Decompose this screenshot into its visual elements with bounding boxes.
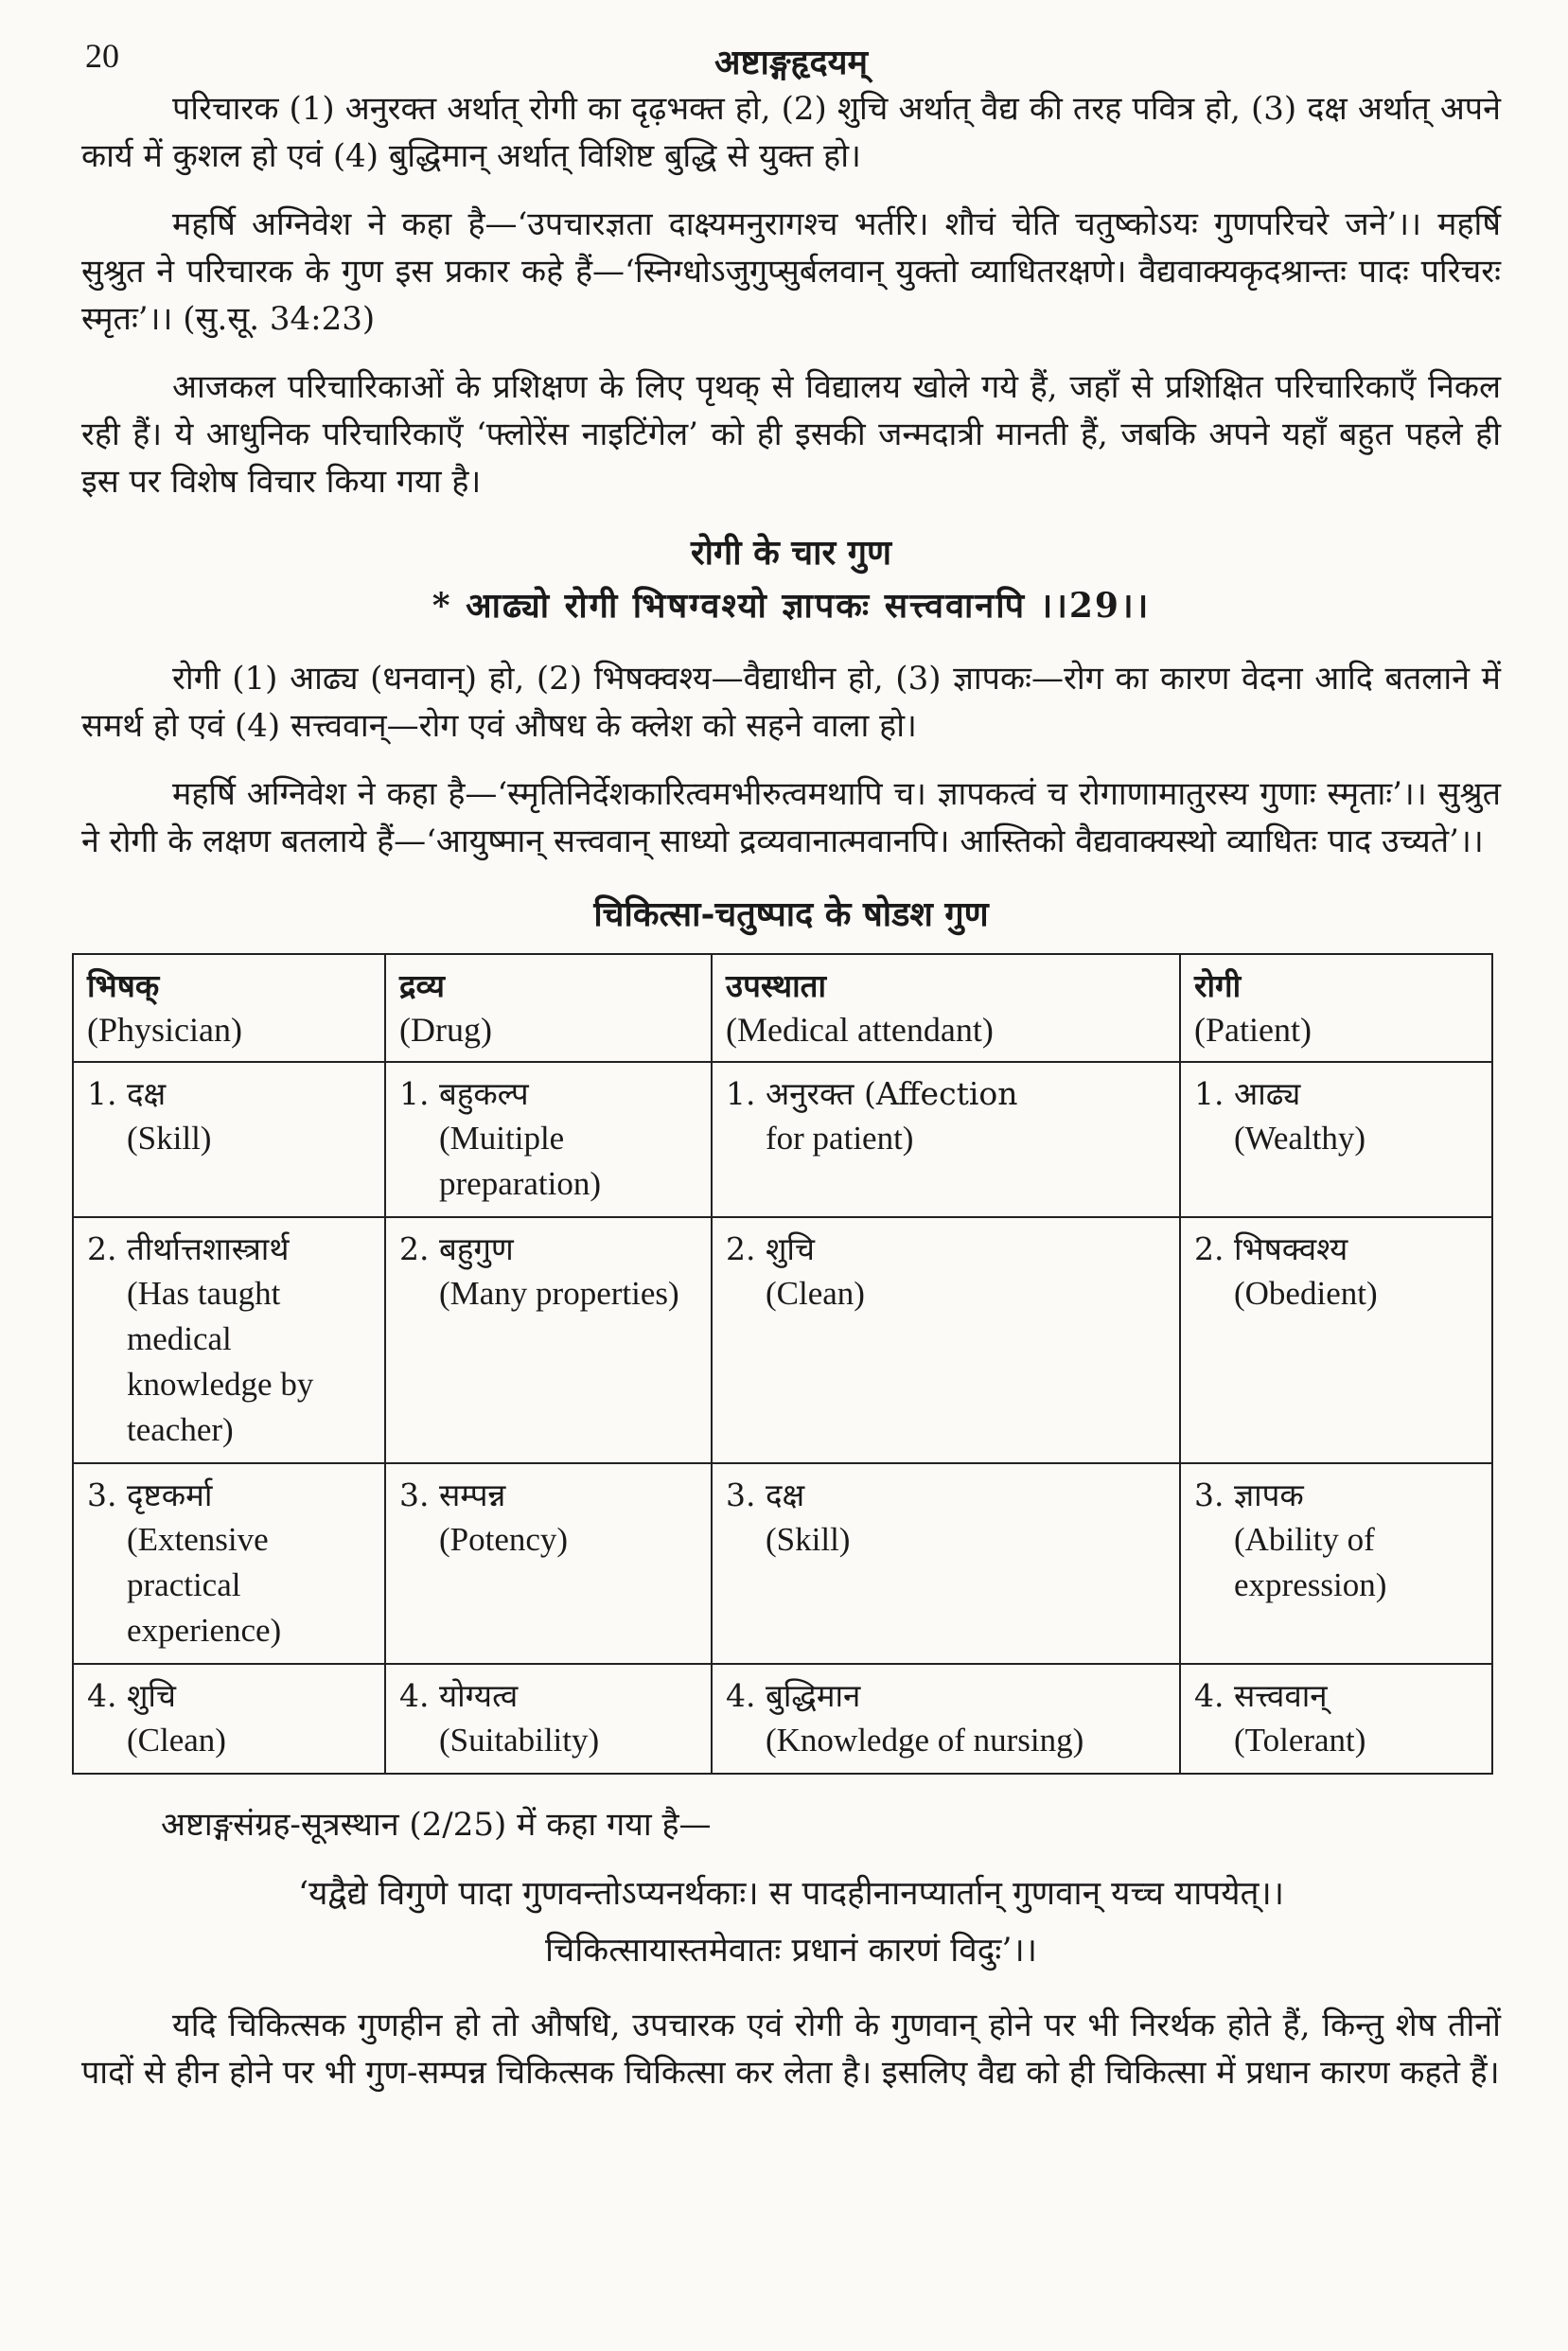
table-row: [73, 1463, 1492, 1664]
paragraph-agnivesha-sushruta-patient: महर्षि अग्निवेश ने कहा है—‘स्मृतिनिर्देशकारित्वमभीरुत्वमथापि च। ज्ञापकत्वं च रोगाणामातुरस्य गुणाः स्मृताः’।। सुश्रुत ने रोगी के लक्षण बतलाये हैं—‘आयुष्मान् सत्त्ववान् साध्यो द्रव्यवानात्मवानपि। आस्तिको वैद्यवाक्यस्थो व्याधितः पाद उच्यते’।।: [81, 775, 1501, 860]
cell-devanagari: 2. तीर्थात्तशास्त्रार्थ: [87, 1230, 290, 1267]
table-cell: [712, 1062, 1180, 1217]
cell-devanagari: 2. भिषक्वश्य: [1194, 1230, 1348, 1267]
cell-devanagari: 1. आढ्य: [1194, 1075, 1301, 1112]
cell-english: for patient): [766, 1120, 914, 1157]
column-header-english: (Medical attendant): [726, 1011, 994, 1049]
column-header-devanagari: द्रव्य: [399, 967, 445, 1004]
column-header-physician: [73, 954, 385, 1062]
column-header-devanagari: भिषक्: [87, 967, 160, 1004]
cell-devanagari: 3. दक्ष: [726, 1476, 805, 1513]
cell-devanagari: 3. सम्पन्न: [399, 1476, 506, 1513]
cell-english: (Extensive practical experience): [127, 1521, 282, 1649]
document-page: [81, 28, 1501, 2096]
table-cell: [385, 1217, 712, 1463]
cell-devanagari: 1. बहुकल्प: [399, 1075, 529, 1112]
column-header-attendant: [712, 954, 1180, 1062]
cell-english: (Ability of expression): [1234, 1521, 1387, 1603]
paragraph-nursing-schools: आजकल परिचारिकाओं के प्रशिक्षण के लिए पृथक् से विद्यालय खोले गये हैं, जहाँ से प्रशिक्षित परिचारिकाएँ निकल रही हैं। ये आधुनिक परिचारिकाएँ ‘फ्लोरेंस नाइटिंगेल’ को ही इसकी जन्मदात्री मानती हैं, जबकि अपने यहाँ बहुत पहले ही इस पर विशेष विचार किया गया है।: [81, 368, 1501, 501]
table-cell: [73, 1463, 385, 1664]
sixteen-qualities-table: [72, 953, 1493, 1775]
column-header-drug: [385, 954, 712, 1062]
cell-english: (Tolerant): [1234, 1722, 1366, 1759]
paragraph-patient-qualities: रोगी (1) आढ्य (धनवान्) हो, (2) भिषक्वश्य—वैद्याधीन हो, (3) ज्ञापकः—रोग का कारण वेदना आदि बतलाने में समर्थ हो एवं (4) सत्त्ववान्—रोग एवं औषध के क्लेश को सहने वाला हो।: [81, 660, 1501, 745]
table-cell: [712, 1217, 1180, 1463]
paragraph-agnivesha-sushruta-attendant: महर्षि अग्निवेश ने कहा है—‘उपचारज्ञता दाक्ष्यमनुरागश्च भर्तरि। शौचं चेति चतुष्कोऽयः गुणपरिचरे जने’।। महर्षि सुश्रुत ने परिचारक के गुण इस प्रकार कहे हैं—‘स्निग्धोऽजुगुप्सुर्बलवान् युक्तो व्याधितरक्षणे। वैद्यवाक्यकृदश्रान्तः पादः परिचरः स्मृतः’।। (सु.सू. 34:23): [81, 205, 1501, 338]
table-cell: [73, 1664, 385, 1774]
column-header-devanagari: उपस्थाता: [726, 967, 826, 1004]
table-row: [73, 1664, 1492, 1774]
table-header-row: [73, 954, 1492, 1062]
cell-devanagari: 4. योग्यत्व: [399, 1677, 519, 1714]
column-header-english: (Physician): [87, 1011, 242, 1049]
cell-english: (Obedient): [1234, 1275, 1378, 1312]
quote-line-1: ‘यद्वैद्ये विगुणे पादा गुणवन्तोऽप्यनर्थकाः। स पादहीनानप्यार्तान् गुणवान् यच्च यापयेत्।।: [297, 1875, 1285, 1913]
reference-line: अष्टाङ्गसंग्रह-सूत्रस्थान (2/25) में कहा गया है—: [161, 1806, 712, 1844]
table-title: चिकित्सा-चतुष्पाद के षोडश गुण: [593, 894, 989, 934]
table-cell: [1180, 1062, 1492, 1217]
cell-devanagari: 2. बहुगुण: [399, 1230, 514, 1267]
section-heading: रोगी के चार गुण: [690, 533, 892, 573]
column-header-devanagari: रोगी: [1194, 967, 1242, 1004]
table-cell: [73, 1217, 385, 1463]
cell-devanagari: 3. दृष्टकर्मा: [87, 1476, 213, 1513]
column-header-english: (Patient): [1194, 1011, 1312, 1049]
cell-devanagari: 4. सत्त्ववान्: [1194, 1677, 1328, 1714]
page-number: 20: [85, 37, 119, 75]
cell-english: (Wealthy): [1234, 1120, 1366, 1157]
cell-devanagari: 2. शुचि: [726, 1230, 815, 1267]
cell-english: (Many properties): [439, 1275, 679, 1312]
cell-english: (Skill): [766, 1521, 851, 1558]
cell-devanagari: 3. ज्ञापक: [1194, 1476, 1304, 1513]
table-cell: [1180, 1463, 1492, 1664]
table-row: [73, 1217, 1492, 1463]
table-cell: [712, 1463, 1180, 1664]
paragraph-conclusion: यदि चिकित्सक गुणहीन हो तो औषधि, उपचारक एवं रोगी के गुणवान् होने पर भी निरर्थक होते हैं, किन्तु शेष तीनों पादों से हीन होने पर भी गुण-सम्पन्न चिकित्सक चिकित्सा कर लेता है। इसलिए वैद्य को ही चिकित्सा में प्रधान कारण कहते हैं।: [81, 2006, 1501, 2092]
column-header-english: (Drug): [399, 1011, 492, 1049]
cell-devanagari: 1. अनुरक्त (Affection: [726, 1075, 1018, 1112]
cell-english: (Skill): [127, 1120, 212, 1157]
cell-devanagari: 4. शुचि: [87, 1677, 176, 1714]
paragraph-attendant-qualities: परिचारक (1) अनुरक्त अर्थात् रोगी का दृढ़भक्त हो, (2) शुचि अर्थात् वैद्य की तरह पवित्र हो, (3) दक्ष अर्थात् अपने कार्य में कुशल हो एवं (4) बुद्धिमान् अर्थात् विशिष्ट बुद्धि से युक्त हो।: [81, 90, 1501, 175]
table-cell: [385, 1062, 712, 1217]
table-cell: [712, 1664, 1180, 1774]
cell-english: (Clean): [766, 1275, 865, 1312]
table-cell: [73, 1062, 385, 1217]
table-cell: [385, 1463, 712, 1664]
shloka-29: * आढ्यो रोगी भिषग्वश्यो ज्ञापकः सत्त्ववानपि ।।29।।: [432, 586, 1151, 626]
cell-english: (Has taught medical knowledge by teacher): [127, 1275, 314, 1448]
cell-english: (Potency): [439, 1521, 569, 1558]
table-cell: [1180, 1217, 1492, 1463]
table-cell: [385, 1664, 712, 1774]
cell-devanagari: 4. बुद्धिमान: [726, 1677, 861, 1714]
cell-devanagari: 1. दक्ष: [87, 1075, 167, 1112]
running-title: अष्टाङ्गहृदयम्: [714, 43, 868, 82]
cell-english: (Muitiple preparation): [439, 1120, 602, 1202]
cell-english: (Clean): [127, 1722, 226, 1759]
table-row: [73, 1062, 1492, 1217]
page-header: [81, 28, 1501, 85]
quote-line-2: चिकित्सायास्तमेवातः प्रधानं कारणं विदुः’।।: [544, 1932, 1038, 1970]
column-header-patient: [1180, 954, 1492, 1062]
table-cell: [1180, 1664, 1492, 1774]
cell-english: (Knowledge of nursing): [766, 1722, 1084, 1759]
cell-english: (Suitability): [439, 1722, 600, 1759]
